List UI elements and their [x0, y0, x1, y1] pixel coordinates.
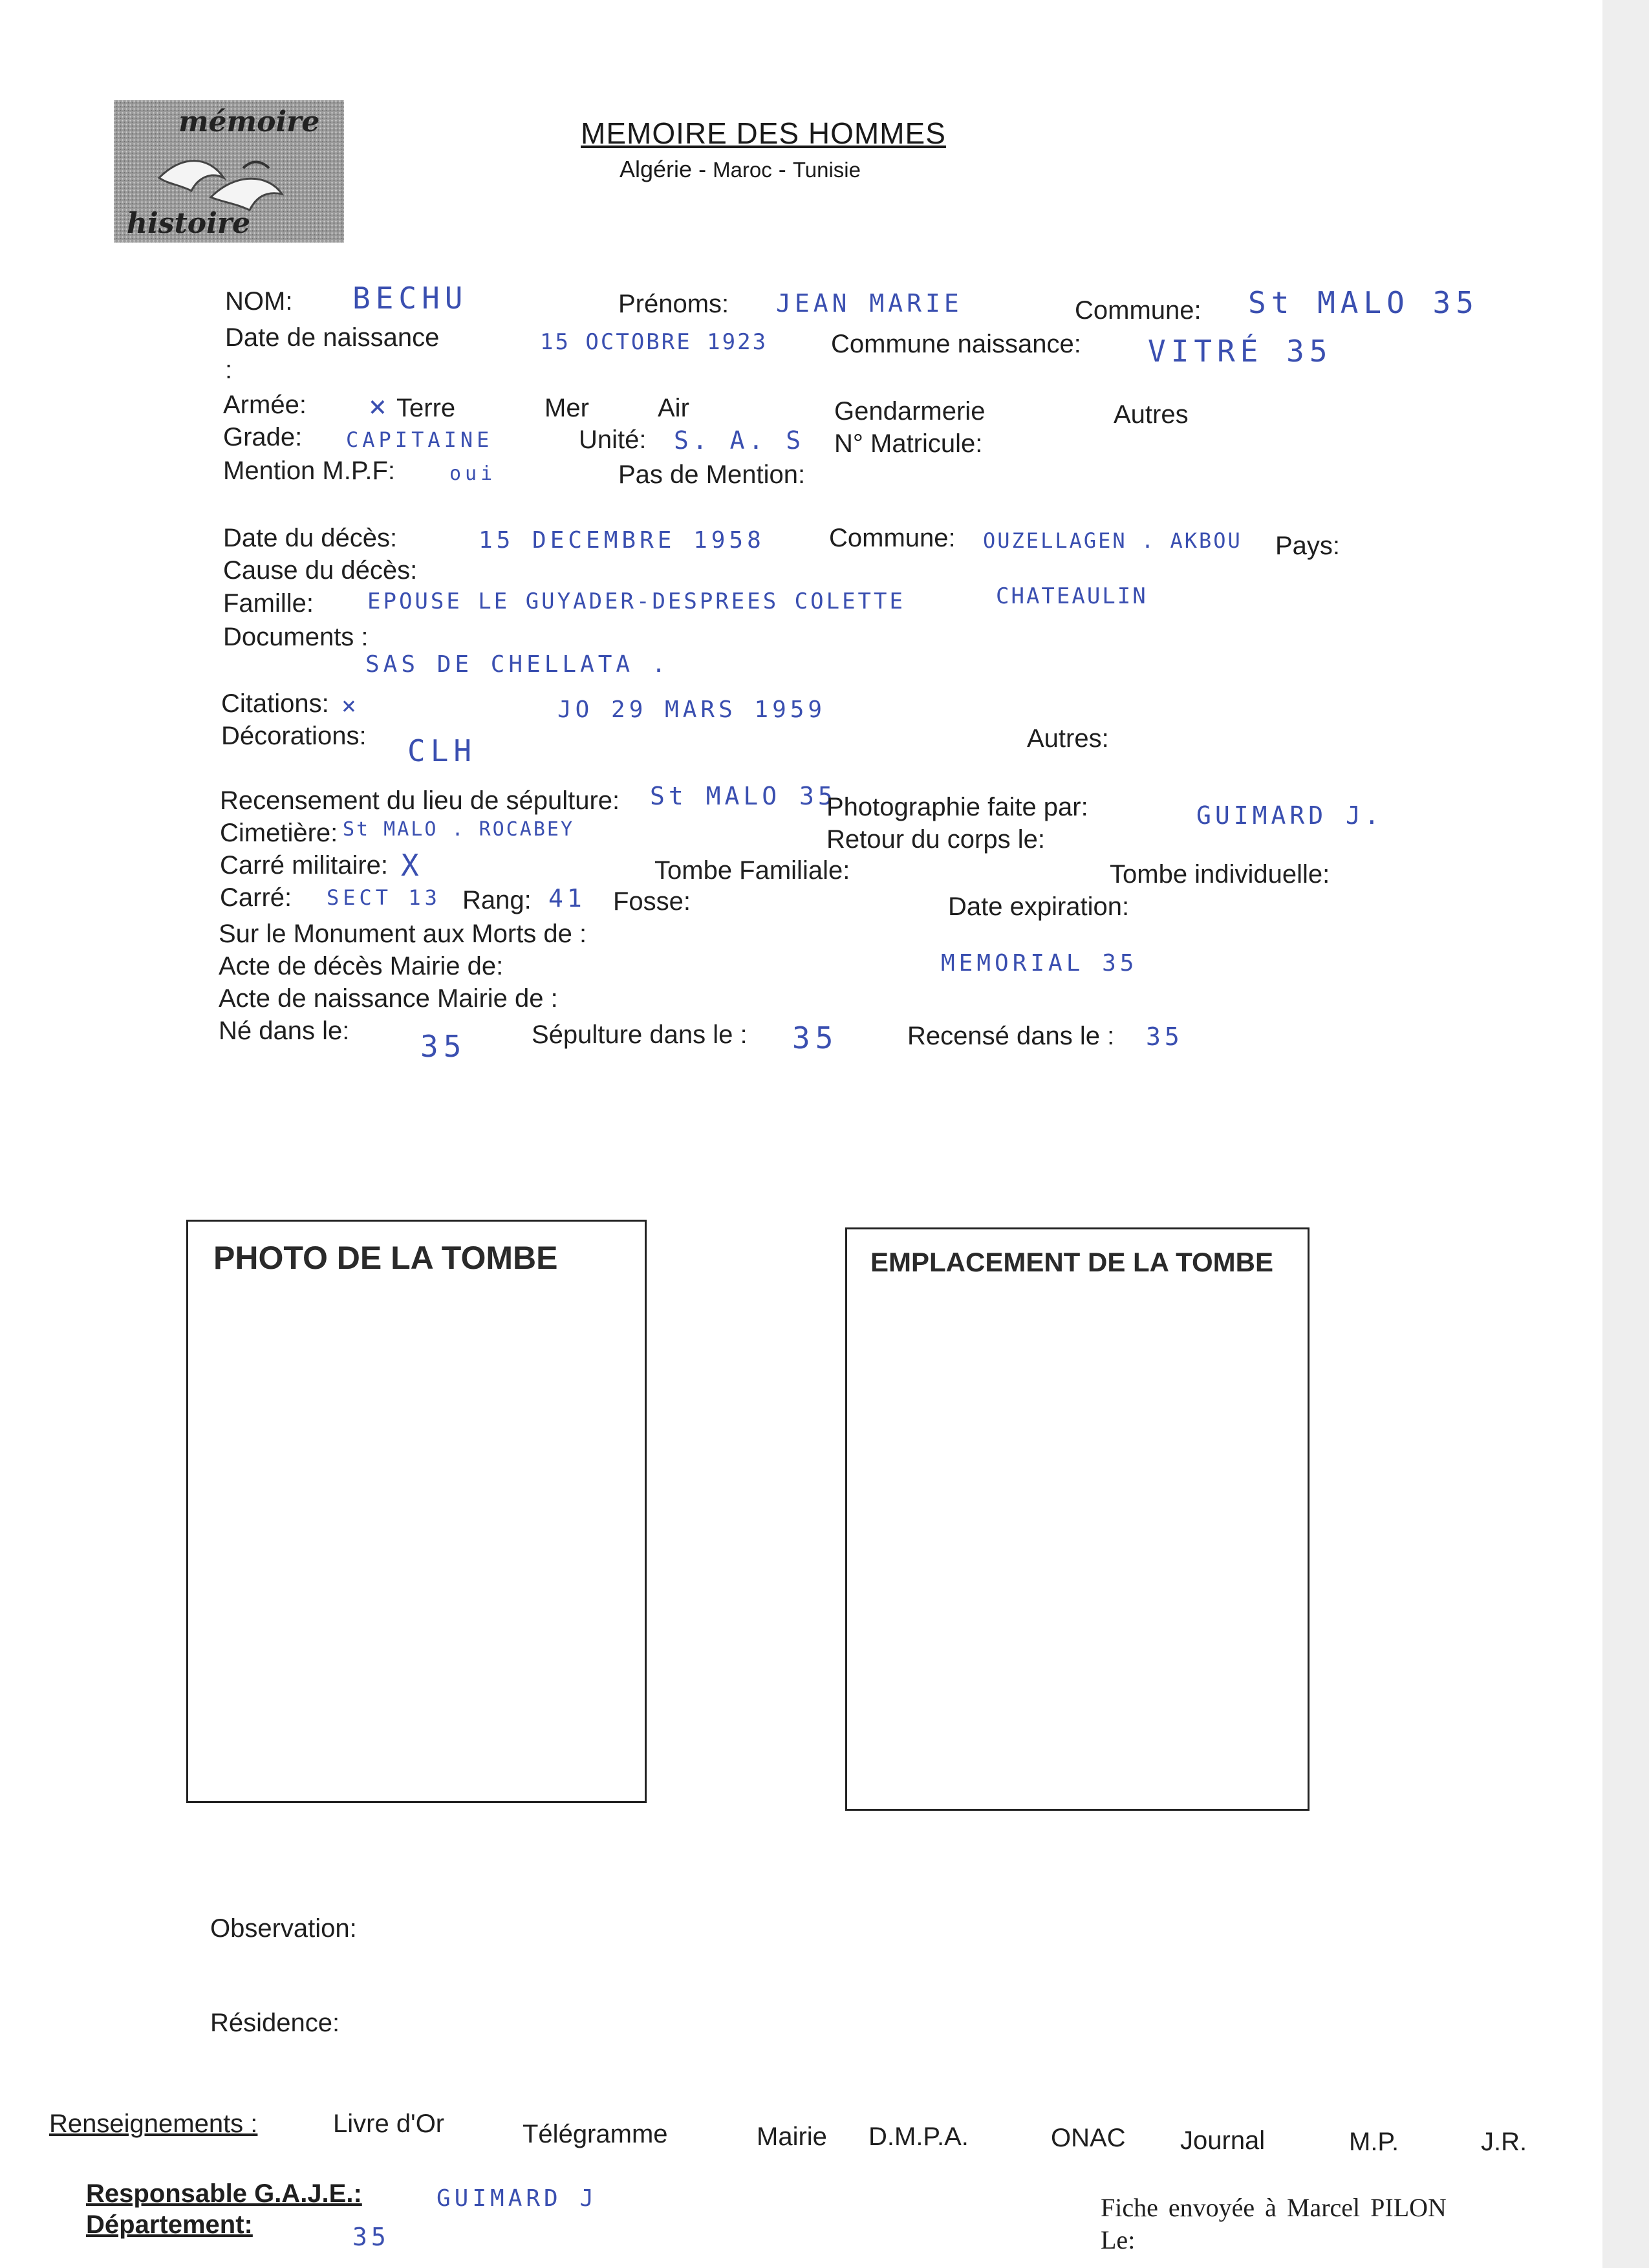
sepulture-dans-label: Sépulture dans le : — [532, 1021, 748, 1049]
photo-par-value: GUIMARD J. — [1196, 801, 1383, 830]
departement-label: Département: — [86, 2210, 253, 2239]
citations-value: JO 29 MARS 1959 — [557, 697, 826, 723]
acte-deces-value: MEMORIAL 35 — [941, 950, 1138, 977]
tombe-familiale-label: Tombe Familiale: — [654, 856, 850, 885]
nom-label: NOM: — [225, 287, 293, 316]
armee-label: Armée: — [223, 391, 307, 419]
cimetiere-label: Cimetière: — [220, 819, 338, 847]
pays-label: Pays: — [1275, 532, 1341, 560]
mention-label: Mention M.P.F: — [223, 457, 396, 485]
carre-value: SECT 13 — [327, 885, 441, 910]
prenoms-label: Prénoms: — [618, 290, 729, 318]
documents-value: SAS DE CHELLATA . — [365, 651, 670, 678]
gendarmerie-label: Gendarmerie — [834, 397, 986, 426]
departement-value: 35 — [352, 2223, 390, 2251]
photo-tombe-title: PHOTO DE LA TOMBE — [213, 1240, 558, 1276]
acte-naissance-label: Acte de naissance Mairie de : — [219, 984, 558, 1013]
residence-label: Résidence: — [210, 2009, 340, 2037]
recense-dans-label: Recensé dans le : — [907, 1022, 1115, 1050]
expiration-label: Date expiration: — [948, 892, 1130, 921]
source-journal: Journal — [1180, 2126, 1266, 2155]
unite-label: Unité: — [579, 426, 647, 454]
scan-edge — [1602, 0, 1649, 2268]
source-telegramme: Télégramme — [523, 2120, 668, 2148]
terre-label: Terre — [396, 394, 456, 422]
emplacement-tombe-box — [845, 1227, 1310, 1811]
date-deces-value: 15 DECEMBRE 1958 — [479, 527, 765, 554]
fiche-envoyee-label: Fiche envoyée à Marcel PILON — [1101, 2193, 1447, 2222]
tombe-individuelle-label: Tombe individuelle: — [1110, 860, 1330, 889]
monument-label: Sur le Monument aux Morts de : — [219, 920, 587, 948]
page-title: MEMOIRE DES HOMMES — [581, 116, 946, 150]
cimetiere-value: St MALO . ROCABEY — [343, 818, 575, 841]
responsable-label: Responsable G.A.J.E.: — [86, 2179, 362, 2208]
mention-value: oui — [449, 462, 497, 485]
matricule-label: N° Matricule: — [834, 429, 983, 458]
commune-deces-label: Commune: — [829, 524, 956, 552]
source-dmpa: D.M.P.A. — [868, 2122, 969, 2151]
carre-label: Carré: — [220, 883, 292, 912]
rang-label: Rang: — [462, 886, 532, 914]
citations-mark: × — [341, 691, 360, 720]
commune-value: St MALO 35 — [1248, 285, 1479, 320]
mer-label: Mer — [544, 394, 589, 422]
naissance-label: Date de naissance — [225, 323, 440, 352]
carre-militaire-label: Carré militaire: — [220, 851, 389, 880]
nom-value: BECHU — [352, 281, 468, 316]
recensement-value: St MALO 35 — [650, 782, 837, 810]
citations-label: Citations: — [221, 689, 329, 718]
commune-naissance-label: Commune naissance: — [831, 330, 1081, 358]
separator: - — [698, 156, 707, 182]
acte-deces-label: Acte de décès Mairie de: — [219, 952, 504, 980]
ne-dans-value: 35 — [420, 1029, 467, 1064]
country-tunisie: Tunisie — [792, 158, 861, 182]
famille-value: EPOUSE LE GUYADER-DESPREES COLETTE — [367, 589, 905, 614]
rang-value: 41 — [548, 884, 586, 913]
naissance-colon: : — [225, 356, 233, 384]
renseignements-label: Renseignements : — [49, 2110, 258, 2138]
death-autres-label: Autres: — [1027, 724, 1109, 753]
pas-mention-label: Pas de Mention: — [618, 460, 806, 489]
terre-mark: × — [369, 389, 392, 424]
famille-label: Famille: — [223, 589, 314, 618]
naissance-value: 15 OCTOBRE 1923 — [540, 329, 768, 355]
country-algerie: Algérie — [620, 156, 693, 182]
cause-label: Cause du décès: — [223, 556, 418, 585]
commune-label: Commune: — [1075, 296, 1202, 325]
decorations-value: CLH — [407, 733, 477, 768]
decorations-label: Décorations: — [221, 722, 367, 750]
source-jr: J.R. — [1481, 2128, 1527, 2156]
emplacement-tombe-title: EMPLACEMENT DE LA TOMBE — [870, 1247, 1274, 1277]
sepulture-dans-value: 35 — [792, 1021, 839, 1055]
unite-value: S. A. S — [674, 426, 805, 455]
memoire-histoire-logo — [114, 100, 344, 243]
recensement-label: Recensement du lieu de sépulture: — [220, 786, 620, 815]
photo-par-label: Photographie faite par: — [826, 793, 1088, 821]
ne-dans-label: Né dans le: — [219, 1017, 350, 1045]
le-label: Le: — [1101, 2225, 1136, 2254]
famille-place: CHATEAULIN — [996, 583, 1148, 609]
logo-bottom-text: histoire — [127, 207, 251, 240]
country-maroc: Maroc — [713, 158, 772, 182]
source-mp: M.P. — [1349, 2128, 1399, 2156]
prenoms-value: JEAN MARIE — [776, 289, 963, 318]
fosse-label: Fosse: — [613, 887, 691, 916]
logo-top-text: mémoire — [178, 105, 320, 138]
retour-label: Retour du corps le: — [826, 825, 1045, 854]
grade-value: CAPITAINE — [346, 427, 493, 452]
grade-label: Grade: — [223, 423, 303, 451]
source-onac: ONAC — [1051, 2124, 1126, 2152]
photo-tombe-box — [186, 1220, 647, 1803]
observation-label: Observation: — [210, 1914, 357, 1943]
commune-deces-value: OUZELLAGEN . AKBOU — [983, 528, 1242, 553]
date-deces-label: Date du décès: — [223, 524, 398, 552]
autres-label: Autres — [1114, 400, 1189, 429]
recense-dans-value: 35 — [1146, 1022, 1183, 1051]
documents-label: Documents : — [223, 623, 369, 651]
separator: - — [778, 156, 786, 182]
source-mairie: Mairie — [757, 2122, 827, 2151]
air-label: Air — [658, 394, 689, 422]
page-subtitle — [620, 158, 861, 181]
responsable-value: GUIMARD J — [436, 2185, 598, 2212]
carre-militaire-mark: X — [401, 848, 424, 883]
source-livre-dor: Livre d'Or — [333, 2110, 445, 2138]
commune-naissance-value: VITRÉ 35 — [1148, 334, 1333, 369]
